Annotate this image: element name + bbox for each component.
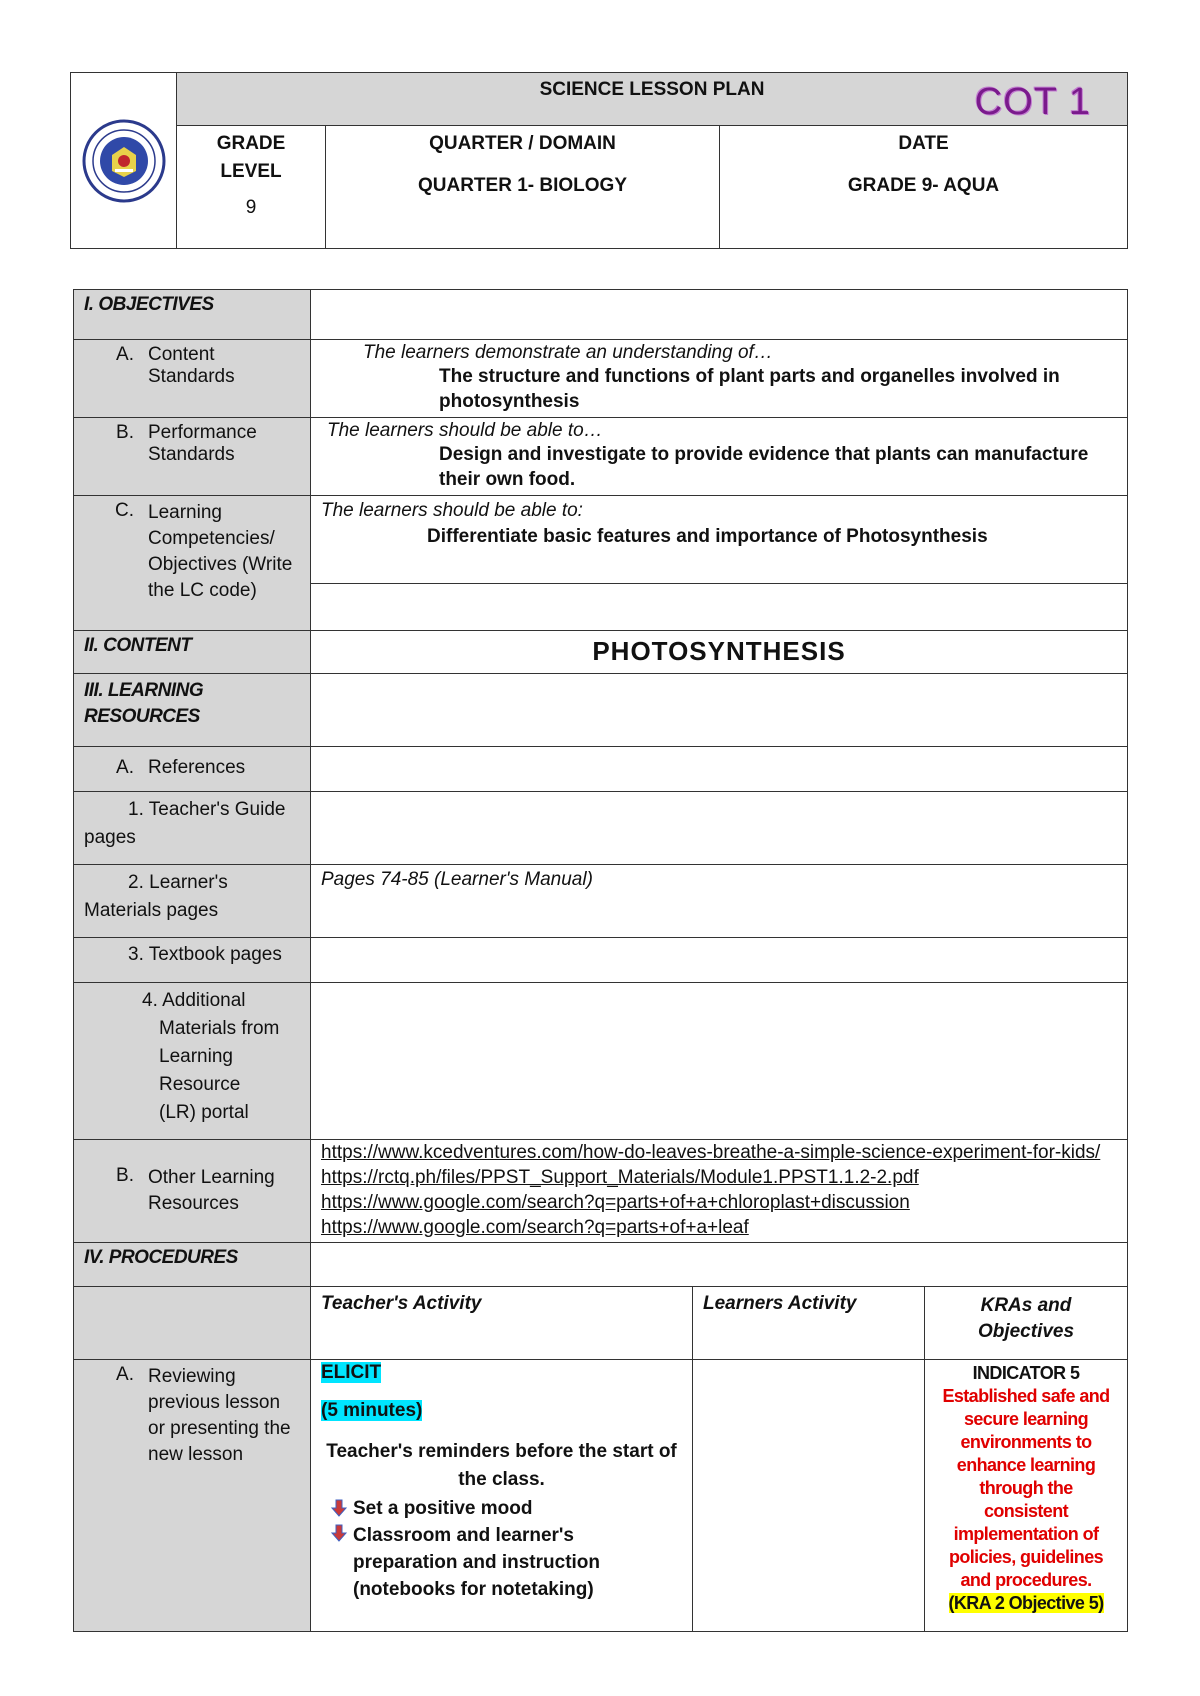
step-a-teacher-cell <box>311 1360 693 1632</box>
elicit-duration: (5 minutes) <box>321 1400 423 1421</box>
learning-competencies-label-cell <box>74 496 311 631</box>
textbook-blank <box>311 938 1128 983</box>
arrow-down-bullet-icon <box>331 1523 347 1550</box>
learning-competencies-intro: The learners should be able to: <box>321 500 583 521</box>
date-cell <box>720 126 1128 249</box>
kras-header: KRAs and Objectives <box>925 1287 1128 1360</box>
resource-link[interactable]: https://www.google.com/search?q=parts+of+a+leaf <box>321 1217 749 1238</box>
learners-materials-text: 2. Learner's Materials pages <box>84 872 228 921</box>
content-standards-label: Content Standards <box>148 344 235 387</box>
cot-badge: COT 1 <box>974 81 1092 123</box>
reminder-text: Set a positive mood <box>353 1498 533 1519</box>
performance-standards-letter: B. <box>116 422 134 443</box>
learning-competencies-letter: C. <box>115 500 134 521</box>
learners-materials-label <box>74 865 311 938</box>
learning-competencies-cell <box>311 496 1128 584</box>
references-label-cell <box>74 747 311 792</box>
teacher-reminder: Teacher's reminders before the start of the class. <box>326 1441 677 1490</box>
lesson-plan-table <box>73 289 1128 1632</box>
learners-materials-cell <box>311 865 1128 938</box>
resource-link[interactable]: https://rctq.ph/files/PPST_Support_Materials/Module1.PPST1.1.2-2.pdf <box>321 1167 919 1188</box>
learning-resources-blank <box>311 674 1128 747</box>
teachers-guide-text: 1. Teacher's Guide pages <box>84 799 286 848</box>
lesson-plan-title-bar <box>177 73 1128 126</box>
other-resources-label-cell <box>74 1140 311 1243</box>
learning-competencies-label: Learning Competencies/ Objectives (Write the LC code) <box>148 502 293 601</box>
quarter-label: QUARTER / DOMAIN <box>429 133 616 154</box>
content-standards-intro: The learners demonstrate an understanding of… <box>363 342 773 363</box>
content-standards-text: The structure and functions of plant parts and organelles involved in photosynthesis <box>439 366 1060 412</box>
references-letter: A. <box>116 757 134 778</box>
teachers-activity-header: Teacher's Activity <box>311 1287 693 1360</box>
lesson-plan-title: SCIENCE LESSON PLAN <box>539 79 765 100</box>
other-resources-letter: B. <box>116 1165 134 1186</box>
other-resources-links <box>311 1140 1128 1243</box>
reminder-list <box>321 1498 682 1603</box>
header-table <box>70 72 1128 249</box>
content-standards-label-cell <box>74 340 311 418</box>
date-value: GRADE 9- AQUA <box>847 175 1000 196</box>
performance-standards-cell <box>311 418 1128 496</box>
content-heading: II. CONTENT <box>74 631 311 674</box>
additional-materials-label <box>74 983 311 1140</box>
references-label: References <box>148 757 246 778</box>
list-item <box>331 1498 682 1520</box>
learning-competencies-code-blank <box>311 584 1128 631</box>
elicit-phase: ELICIT <box>321 1362 382 1383</box>
content-standards-cell <box>311 340 1128 418</box>
performance-standards-text: Design and investigate to provide evidence that plants can manufacture their own food. <box>439 444 1089 490</box>
procedures-heading: IV. PROCEDURES <box>74 1243 311 1287</box>
objectives-heading: I. OBJECTIVES <box>74 290 311 340</box>
grade-level-value: 9 <box>245 197 257 218</box>
learning-resources-heading: III. LEARNING RESOURCES <box>74 674 311 747</box>
textbook-text: 3. Textbook pages <box>128 944 282 965</box>
deped-seal-icon <box>82 119 166 203</box>
learners-activity-header: Learners Activity <box>693 1287 925 1360</box>
step-a-label: Reviewing previous lesson or presenting the new lesson <box>148 1366 291 1465</box>
reminder-text: Classroom and learner's preparation and instruction (notebooks for notetaking) <box>353 1525 601 1600</box>
objectives-blank <box>311 290 1128 340</box>
performance-standards-label: Performance Standards <box>148 422 257 465</box>
kra-objective: (KRA 2 Objective 5) <box>948 1593 1104 1613</box>
step-a-learners-cell <box>693 1360 925 1632</box>
resource-link[interactable]: https://www.kcedventures.com/how-do-leaves-breathe-a-simple-science-experiment-for-kids/ <box>321 1142 1101 1163</box>
step-a-kras-cell <box>925 1360 1128 1632</box>
list-item <box>331 1522 682 1603</box>
step-a-letter: A. <box>116 1364 134 1385</box>
learning-competencies-text: Differentiate basic features and importance of Photosynthesis <box>427 526 988 547</box>
quarter-cell <box>326 126 720 249</box>
content-value: PHOTOSYNTHESIS <box>311 631 1128 674</box>
teachers-guide-label <box>74 792 311 865</box>
teachers-guide-blank <box>311 792 1128 865</box>
references-blank <box>311 747 1128 792</box>
quarter-value: QUARTER 1- BIOLOGY <box>417 175 627 196</box>
arrow-down-bullet-icon <box>331 1499 347 1522</box>
other-resources-label: Other Learning Resources <box>148 1167 275 1214</box>
procedures-header-blank <box>74 1287 311 1360</box>
date-label: DATE <box>898 133 949 154</box>
resource-link[interactable]: https://www.google.com/search?q=parts+of+a+chloroplast+discussion <box>321 1192 910 1213</box>
performance-standards-label-cell <box>74 418 311 496</box>
grade-level-label: GRADE LEVEL <box>216 133 286 182</box>
logo-cell <box>71 73 177 249</box>
additional-materials-blank <box>311 983 1128 1140</box>
procedures-blank <box>311 1243 1128 1287</box>
step-a-label-cell <box>74 1360 311 1632</box>
grade-level-cell <box>177 126 326 249</box>
textbook-label <box>74 938 311 983</box>
performance-standards-intro: The learners should be able to… <box>327 420 603 441</box>
additional-materials-text: 4. Additional Materials from Learning Resource (LR) portal <box>142 990 280 1123</box>
learners-materials-value: Pages 74-85 (Learner's Manual) <box>321 869 593 890</box>
content-standards-letter: A. <box>116 344 134 365</box>
indicator-text: Established safe and secure learning environments to enhance learning through the consistent implementation of policies, guidelines and procedures. <box>942 1386 1110 1590</box>
indicator-label: INDICATOR 5 <box>972 1363 1080 1383</box>
